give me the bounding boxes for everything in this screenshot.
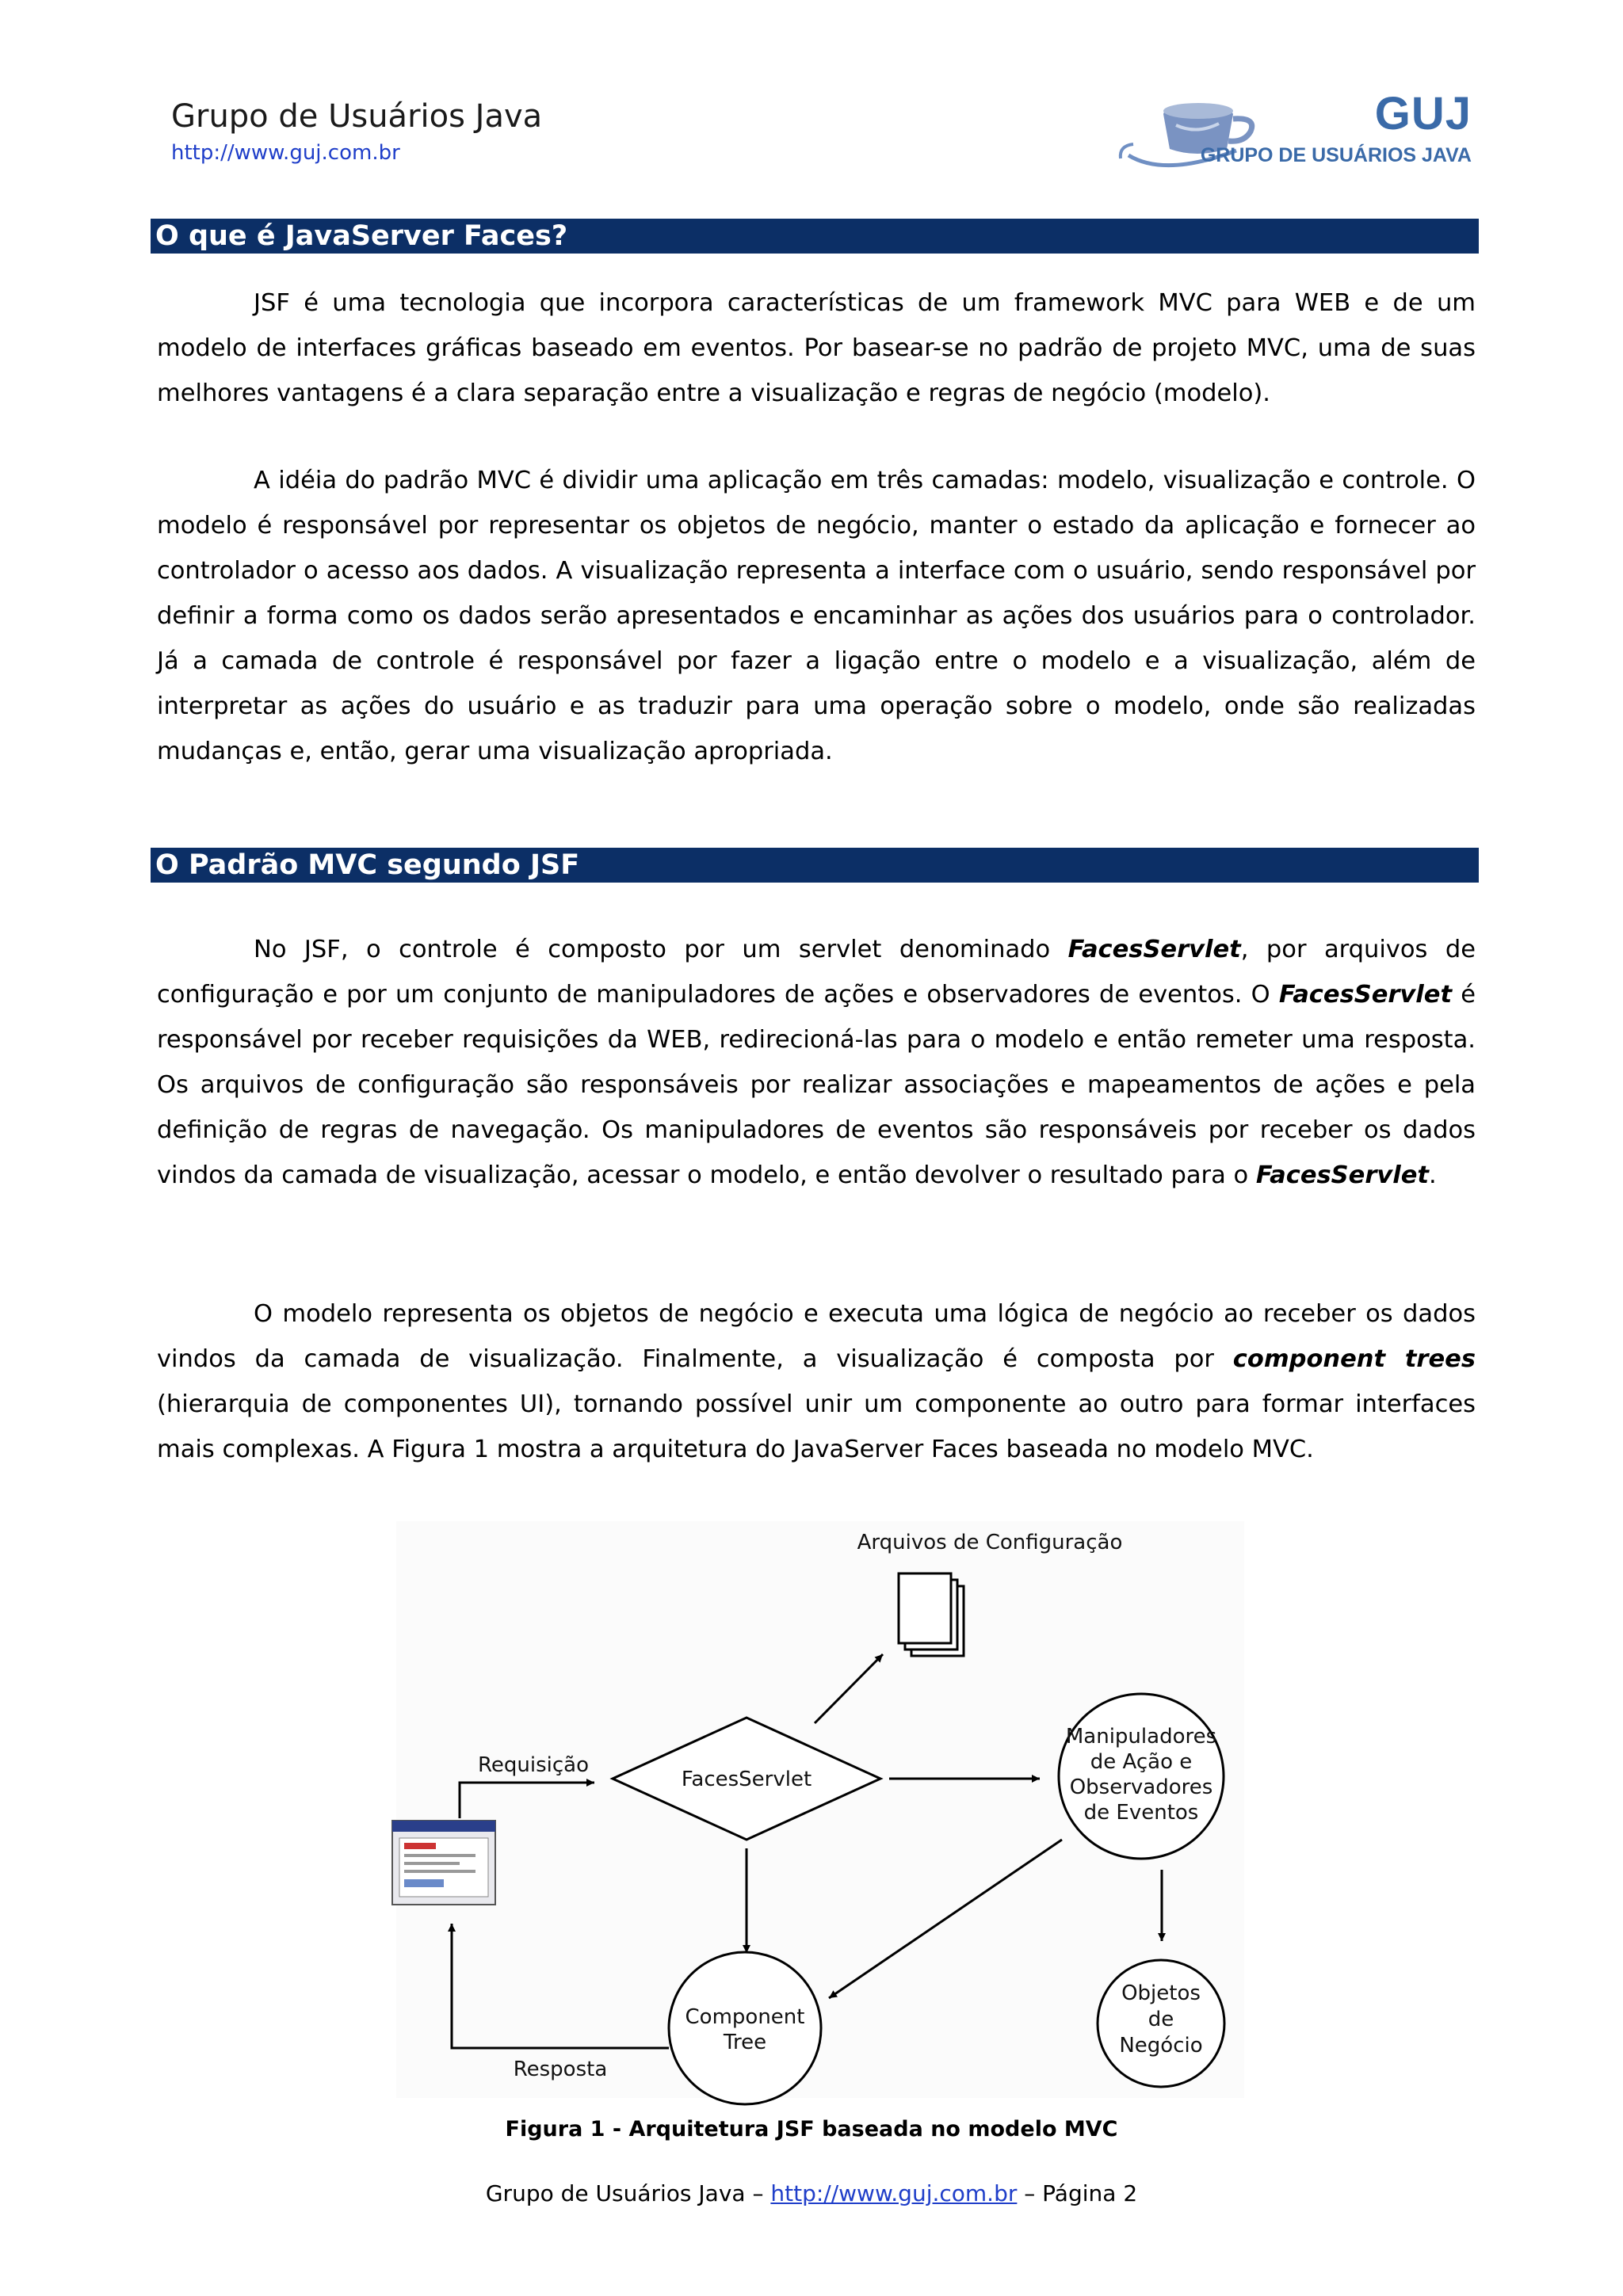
guj-logo [1117,82,1478,176]
header-title: Grupo de Usuários Java [171,98,543,135]
label-request: Requisição [477,1753,590,1777]
logo-sub-text: GRUPO DE USUÁRIOS JAVA [1200,144,1472,166]
paragraph-controller: No JSF, o controle é composto por um servlet denominado FacesServlet, por arquivos de configuração e por um conjunto de manipuladores de ações e observadores de eventos. O FacesServlet é responsável por receber requisições da WEB, redirecioná-las para o modelo e então remeter uma resposta. Os arquivos de configuração são responsáveis por realizar associações e mapeamentos de ações e pela definição de regras de navegação. Os manipuladores de eventos são responsáveis por receber os dados vindos da camada de visualização, acessar o modelo, e então devolver o resultado para o FacesServlet. [157,936,1476,1189]
term-facesservlet: FacesServlet [1278,981,1453,1009]
label-handlers-line2: de Ação e [1090,1750,1193,1774]
label-business-objects-line3: Negócio [1119,2034,1203,2058]
logo-main-text: GUJ [1374,88,1472,139]
label-component-tree-line1: Component [685,2005,805,2029]
footer-link[interactable]: http://www.guj.com.br [770,2180,1018,2206]
label-component-tree-line2: Tree [723,2031,767,2054]
jsf-architecture-diagram [380,1521,1260,2107]
term-component-trees: component trees [1232,1345,1476,1373]
label-response: Resposta [513,2058,608,2081]
label-config-files: Arquivos de Configuração [857,1531,1123,1554]
label-business-objects-line2: de [1148,2008,1174,2031]
label-handlers-line4: de Eventos [1083,1801,1199,1825]
paragraph-intro: JSF é uma tecnologia que incorpora características de um framework MVC para WEB e de um modelo de interfaces gráficas baseado em eventos. Por basear-se no padrão de projeto MVC, uma de suas melhores vantagens é a clara separação entre a visualização e regras de negócio (modelo). [157,289,1476,407]
header-url-link[interactable]: http://www.guj.com.br [171,141,400,165]
label-facesservlet: FacesServlet [681,1768,812,1791]
config-files-icon [899,1573,964,1656]
section-title-mvc-jsf: O Padrão MVC segundo JSF [151,848,1479,883]
paragraph-model-view: O modelo representa os objetos de negócio e executa uma lógica de negócio ao receber os dados vindos da camada de visualização. Finalmente, a visualização é composta por component trees (hierarquia de componentes UI), tornando possível unir um componente ao outro para formar interfaces mais complexas. A Figura 1 mostra a arquitetura do JavaServer Faces baseada no modelo MVC. [157,1300,1476,1463]
term-facesservlet: FacesServlet [1255,1161,1429,1189]
label-handlers-line3: Observadores [1069,1775,1213,1799]
browser-window-icon [392,1821,495,1905]
term-facesservlet: FacesServlet [1067,936,1241,963]
label-business-objects-line1: Objetos [1121,1981,1201,2005]
section-title-jsf: O que é JavaServer Faces? [151,219,1479,254]
paragraph-mvc-idea: A idéia do padrão MVC é dividir uma aplicação em três camadas: modelo, visualização e controle. O modelo é responsável por representar os objetos de negócio, manter o estado da aplicação e fornecer ao controlador o acesso aos dados. A visualização representa a interface com o usuário, sendo responsável por definir a forma como os dados serão apresentados e encaminhar as ações dos usuários para o controlador. Já a camada de controle é responsável por fazer a ligação entre o modelo e a visualização, além de interpretar as ações do usuário e as traduzir para uma operação sobre o modelo, onde são realizadas mudanças e, então, gerar uma visualização apropriada. [157,467,1476,765]
figure-caption: Figura 1 - Arquitetura JSF baseada no modelo MVC [505,2117,1118,2142]
label-handlers-line1: Manipuladores [1065,1725,1217,1749]
page-footer: Grupo de Usuários Java – http://www.guj.com.br – Página 2 [485,2180,1138,2206]
